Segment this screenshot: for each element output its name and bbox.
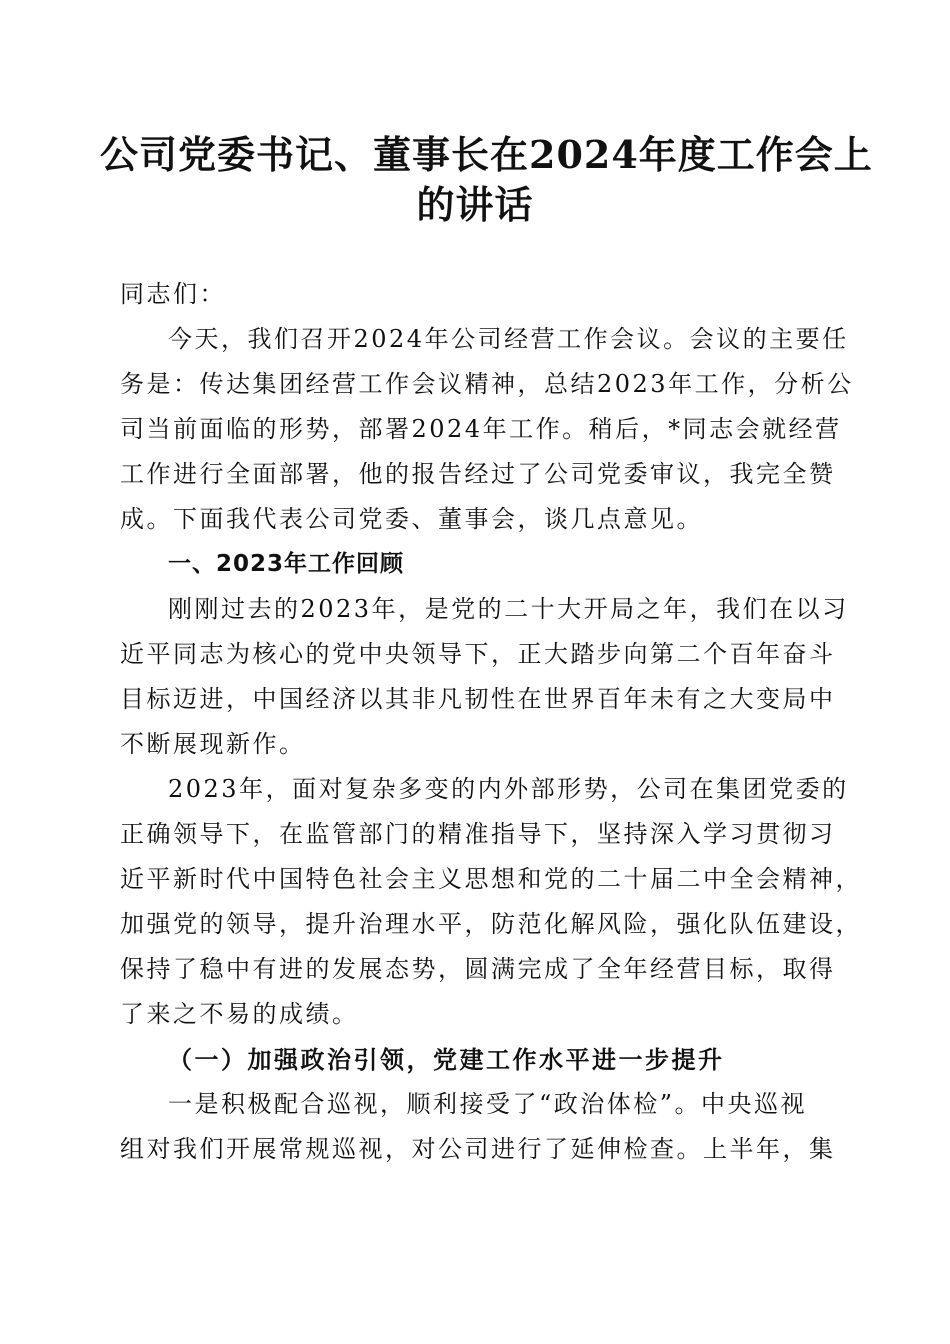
title-line-2: 的讲话: [416, 182, 534, 227]
salutation: 同志们：: [120, 280, 226, 308]
document-body: [120, 272, 862, 1172]
review-paragraph-2: 2023年，面对复杂多变的内外部形势，公司在集团党委的 正确领导下，在监管部门的精准指导下，坚持深入学习贯彻习 近平新时代中国特色社会主义思想和党的二十届二中全会精神， 加强党的领导，提升治理水平，防范化解风险，强化队伍建设， 保持了稳中有进的发展态势，圆满完成了全年经营目标，取得 了来之不易的成绩。: [120, 775, 862, 1028]
title-line-1: 公司党委书记、董事长在2024年度工作会上: [100, 132, 873, 177]
section-heading: 一、2023年工作回顾: [168, 551, 405, 577]
review-paragraph-1: 刚刚过去的2023年，是党的二十大开局之年，我们在以习 近平同志为核心的党中央领导下，正大踏步向第二个百年奋斗 目标迈进，中国经济以其非凡韧性在世界百年未有之大变局中 不断展现新作。: [120, 595, 849, 758]
page-title: [100, 130, 873, 230]
subsection-heading: （一）加强政治引领，党建工作水平进一步提升: [168, 1045, 725, 1074]
inspection-paragraph: 一是积极配合巡视，顺利接受了“政治体检”。中央巡视 组对我们开展常规巡视，对公司进行了延伸检查。上半年，集: [120, 1090, 836, 1163]
intro-paragraph: 今天，我们召开2024年公司经营工作会议。会议的主要任 务是：传达集团经营工作会议精神，总结2023年工作，分析公 司当前面临的形势，部署2024年工作。稍后，*同志会就经营 工作进行全面部署，他的报告经过了公司党委审议，我完全赞 成。下面我代表公司党委、董事会，谈几点意见。: [120, 325, 854, 533]
